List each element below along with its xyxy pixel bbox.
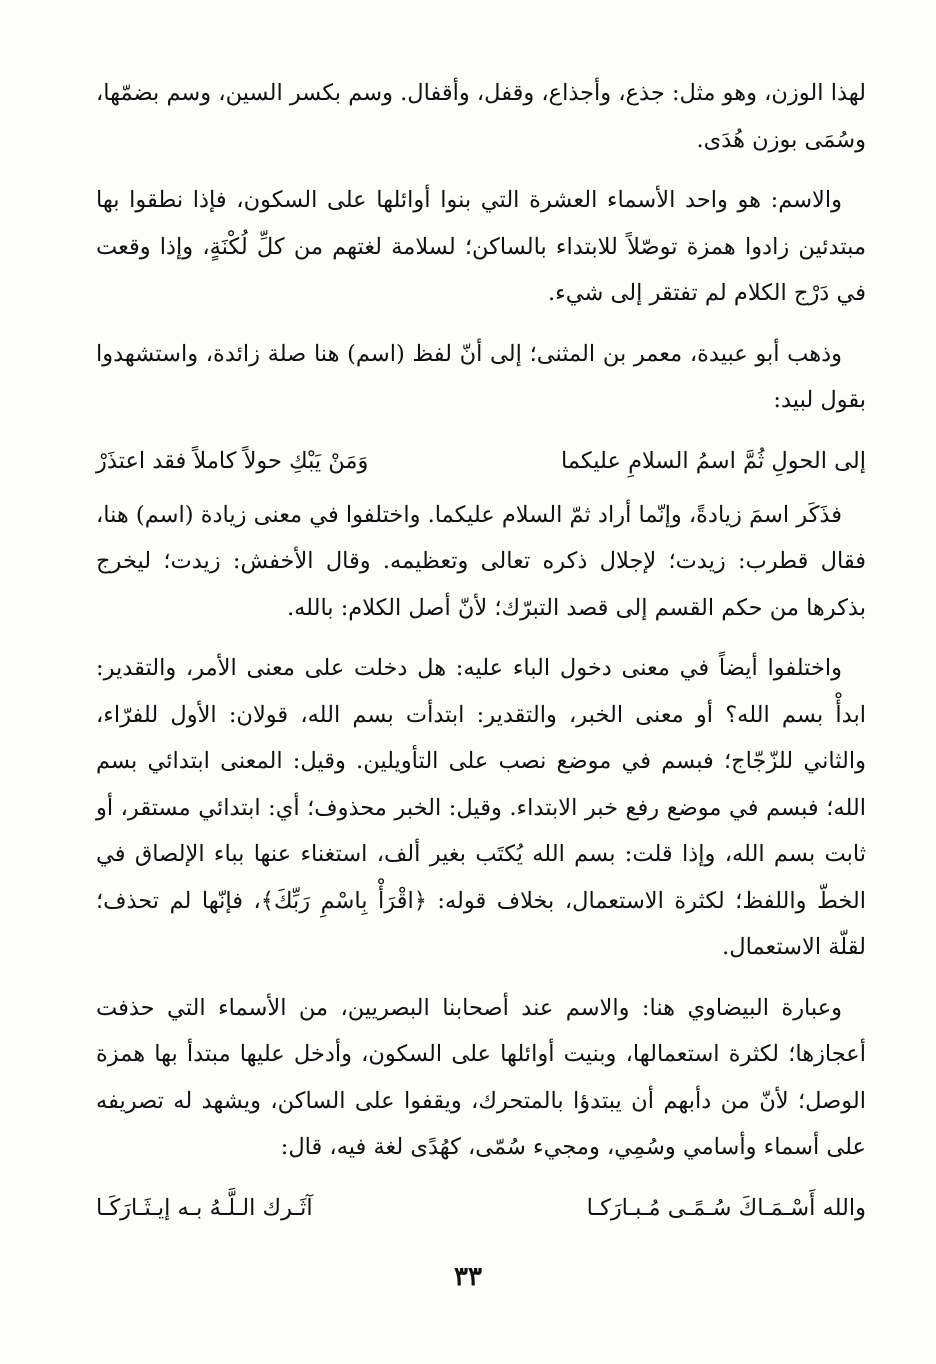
poetry-verse-2 xyxy=(96,1185,866,1231)
page-number: ٣٣ xyxy=(454,1262,482,1292)
paragraph-6: وعبارة البيضاوي هنا: والاسم عند أصحابنا البصريين، من الأسماء التي حذفت أعجازها؛ لكثرة استعمالها، وبنيت أوائلها على السكون، وأدخل عليها مبتدأ بها همزة الوصل؛ لأنّ من دأبهم أن يبتدؤا بالمتحرك، ويقفوا على الساكن، ويشهد له تصريفه على أسماء وأسامي وسُمِي، ومجيء سُمّى، كهُدًى لغة فيه، قال: xyxy=(96,994,866,1160)
paragraph-4: فذَكَر اسمَ زيادةً، وإنّما أراد ثمّ السلام عليكما. واختلفوا في معنى زيادة (اسم) هنا، فقال قطرب: زيدت؛ لإجلال ذكره تعالى وتعظيمه. وقال الأخفش: زيدت؛ ليخرج بذكرها من حكم القسم إلى قصد التبرّك؛ لأنّ أصل الكلام: بالله. xyxy=(96,501,866,621)
poetry-verse-1 xyxy=(96,438,866,484)
paragraph-3: وذهب أبو عبيدة، معمر بن المثنى؛ إلى أنّ لفظ (اسم) هنا صلة زائدة، واستشهدوا بقول لبيد: xyxy=(96,340,866,413)
verse-2-first-hemistich: والله أَسْـمَـاكَ سُـمًـى مُـبـارَكـا xyxy=(586,1194,866,1221)
verse-1-second-hemistich: وَمَنْ يَبْكِ حولاً كاملاً فقد اعتذَرْ xyxy=(96,447,369,474)
paragraph-1: لهذا الوزن، وهو مثل: جذع، وأجذاع، وقفل، وأقفال. وسم بكسر السين، وسم بضمّها، وسُمَى بوزن هُدَى. xyxy=(96,80,866,153)
verse-2-second-hemistich: آثَـرك الـلَّـهُ بـه إيـثَـارَكَـا xyxy=(96,1194,313,1221)
paragraph-2: والاسم: هو واحد الأسماء العشرة التي بنوا أوائلها على السكون، فإذا نطقوا بها مبتدئين زادوا همزة توصّلاً للابتداء بالساكن؛ لسلامة لغتهم من كلِّ لُكْنَةٍ، وإذا وقعت في دَرْج الكلام لم تفتقر إلى شيء. xyxy=(96,187,866,306)
verse-1-first-hemistich: إلى الحولِ ثُمَّ اسمُ السلامِ عليكما xyxy=(560,447,866,474)
paragraph-5: واختلفوا أيضاً في معنى دخول الباء عليه: هل دخلت على معنى الأمر، والتقدير: ابدأْ بسم الله؟ أو معنى الخبر، والتقدير: ابتدأت بسم الله، قولان: الأول للفرّاء، والثاني للزّجّاج؛ فبسم في موضع نصب على التأويلين. وقيل: المعنى ابتدائي بسم الله؛ فبسم في موضع رفع خبر الابتداء. وقيل: الخبر محذوف؛ أي: ابتدائي مستقر، أو ثابت بسم الله، وإذا قلت: بسم الله يُكتَب بغير ألف، استغناء عنها بباء الإلصاق في الخطّ واللفظ؛ لكثرة الاستعمال، بخلاف قوله: ﴿اقْرَأْ بِاسْمِ رَبِّكَ﴾، فإنّها لم تحذف؛ لقلّة الاستعمال. xyxy=(96,655,866,960)
